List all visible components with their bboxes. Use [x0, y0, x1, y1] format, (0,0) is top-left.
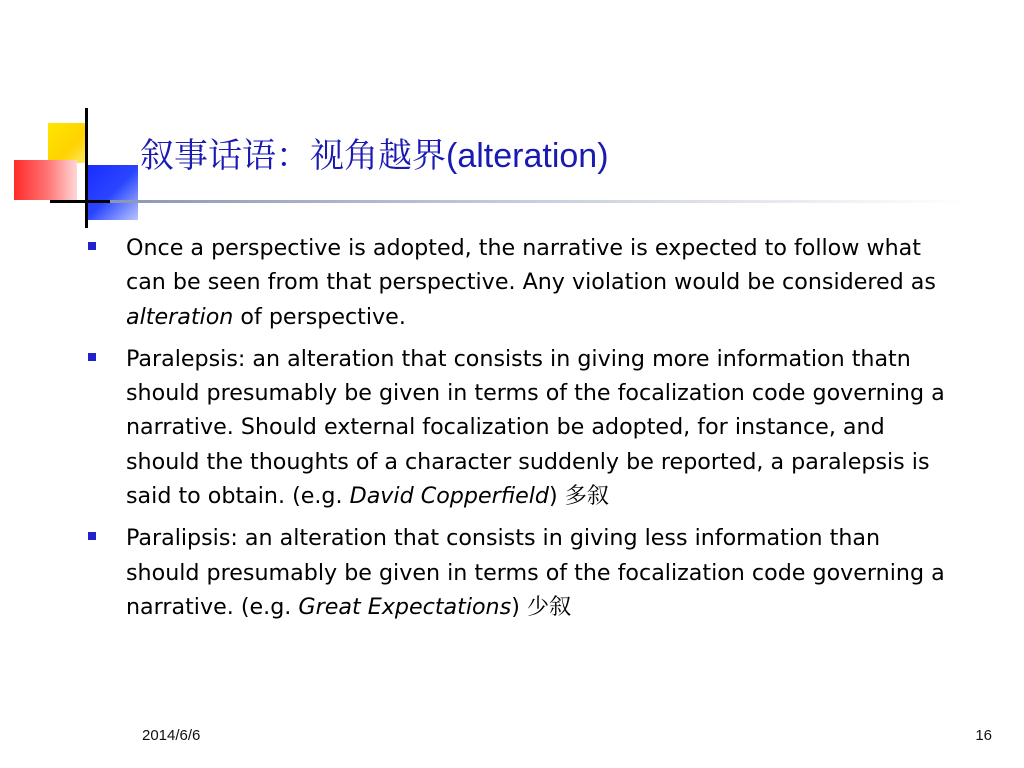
bullet-text	[126, 342, 948, 513]
decor-red-square	[14, 160, 77, 200]
bullet-text-part: )	[511, 593, 527, 620]
bullet-square-icon	[88, 242, 96, 250]
bullet-item	[88, 521, 948, 624]
bullet-italic-title: Great Expectations	[298, 593, 512, 620]
bullet-italic-title: David Copperfield	[349, 483, 549, 510]
title-divider	[110, 200, 970, 203]
bullet-text-part: Paralepsis: an alteration that consists in giving more information thatn should presumably be given in terms of the focalization code governing a narrative. Should external focalization be adopted, for instance, and should the thoughts of a character suddenly be reported, a paralepsis is said to obtain. (e.g.	[126, 345, 945, 510]
bullet-cjk-term: 少叙	[526, 593, 572, 620]
footer-date: 2014/6/6	[142, 727, 201, 744]
bullet-text	[126, 521, 948, 624]
bullet-text	[126, 231, 948, 334]
bullet-item	[88, 342, 948, 513]
slide-title	[140, 138, 609, 175]
decor-yellow-square	[48, 123, 88, 163]
bullet-square-icon	[88, 532, 96, 540]
bullet-square-icon	[88, 353, 96, 361]
decor-blue-square	[88, 165, 138, 220]
bullet-item	[88, 231, 948, 334]
bullet-text-part: Once a perspective is adopted, the narrative is expected to follow what can be seen from that perspective. Any violation would be considered as	[126, 235, 936, 296]
bullet-text-part: of perspective.	[233, 303, 406, 330]
decor-vertical-line	[85, 108, 88, 228]
slide-title-latin: (alteration)	[446, 137, 609, 175]
slide-title-cjk: 叙事话语：视角越界	[140, 136, 446, 176]
bullet-text-part: Paralipsis: an alteration that consists in giving less information than should presumably be given in terms of the focalization code governing a narrative. (e.g.	[126, 525, 945, 620]
bullet-list	[88, 231, 948, 632]
page-number: 16	[975, 727, 992, 744]
bullet-text-part: )	[548, 483, 565, 510]
bullet-italic-term: alteration	[126, 303, 234, 330]
bullet-cjk-term: 多叙	[564, 483, 610, 510]
